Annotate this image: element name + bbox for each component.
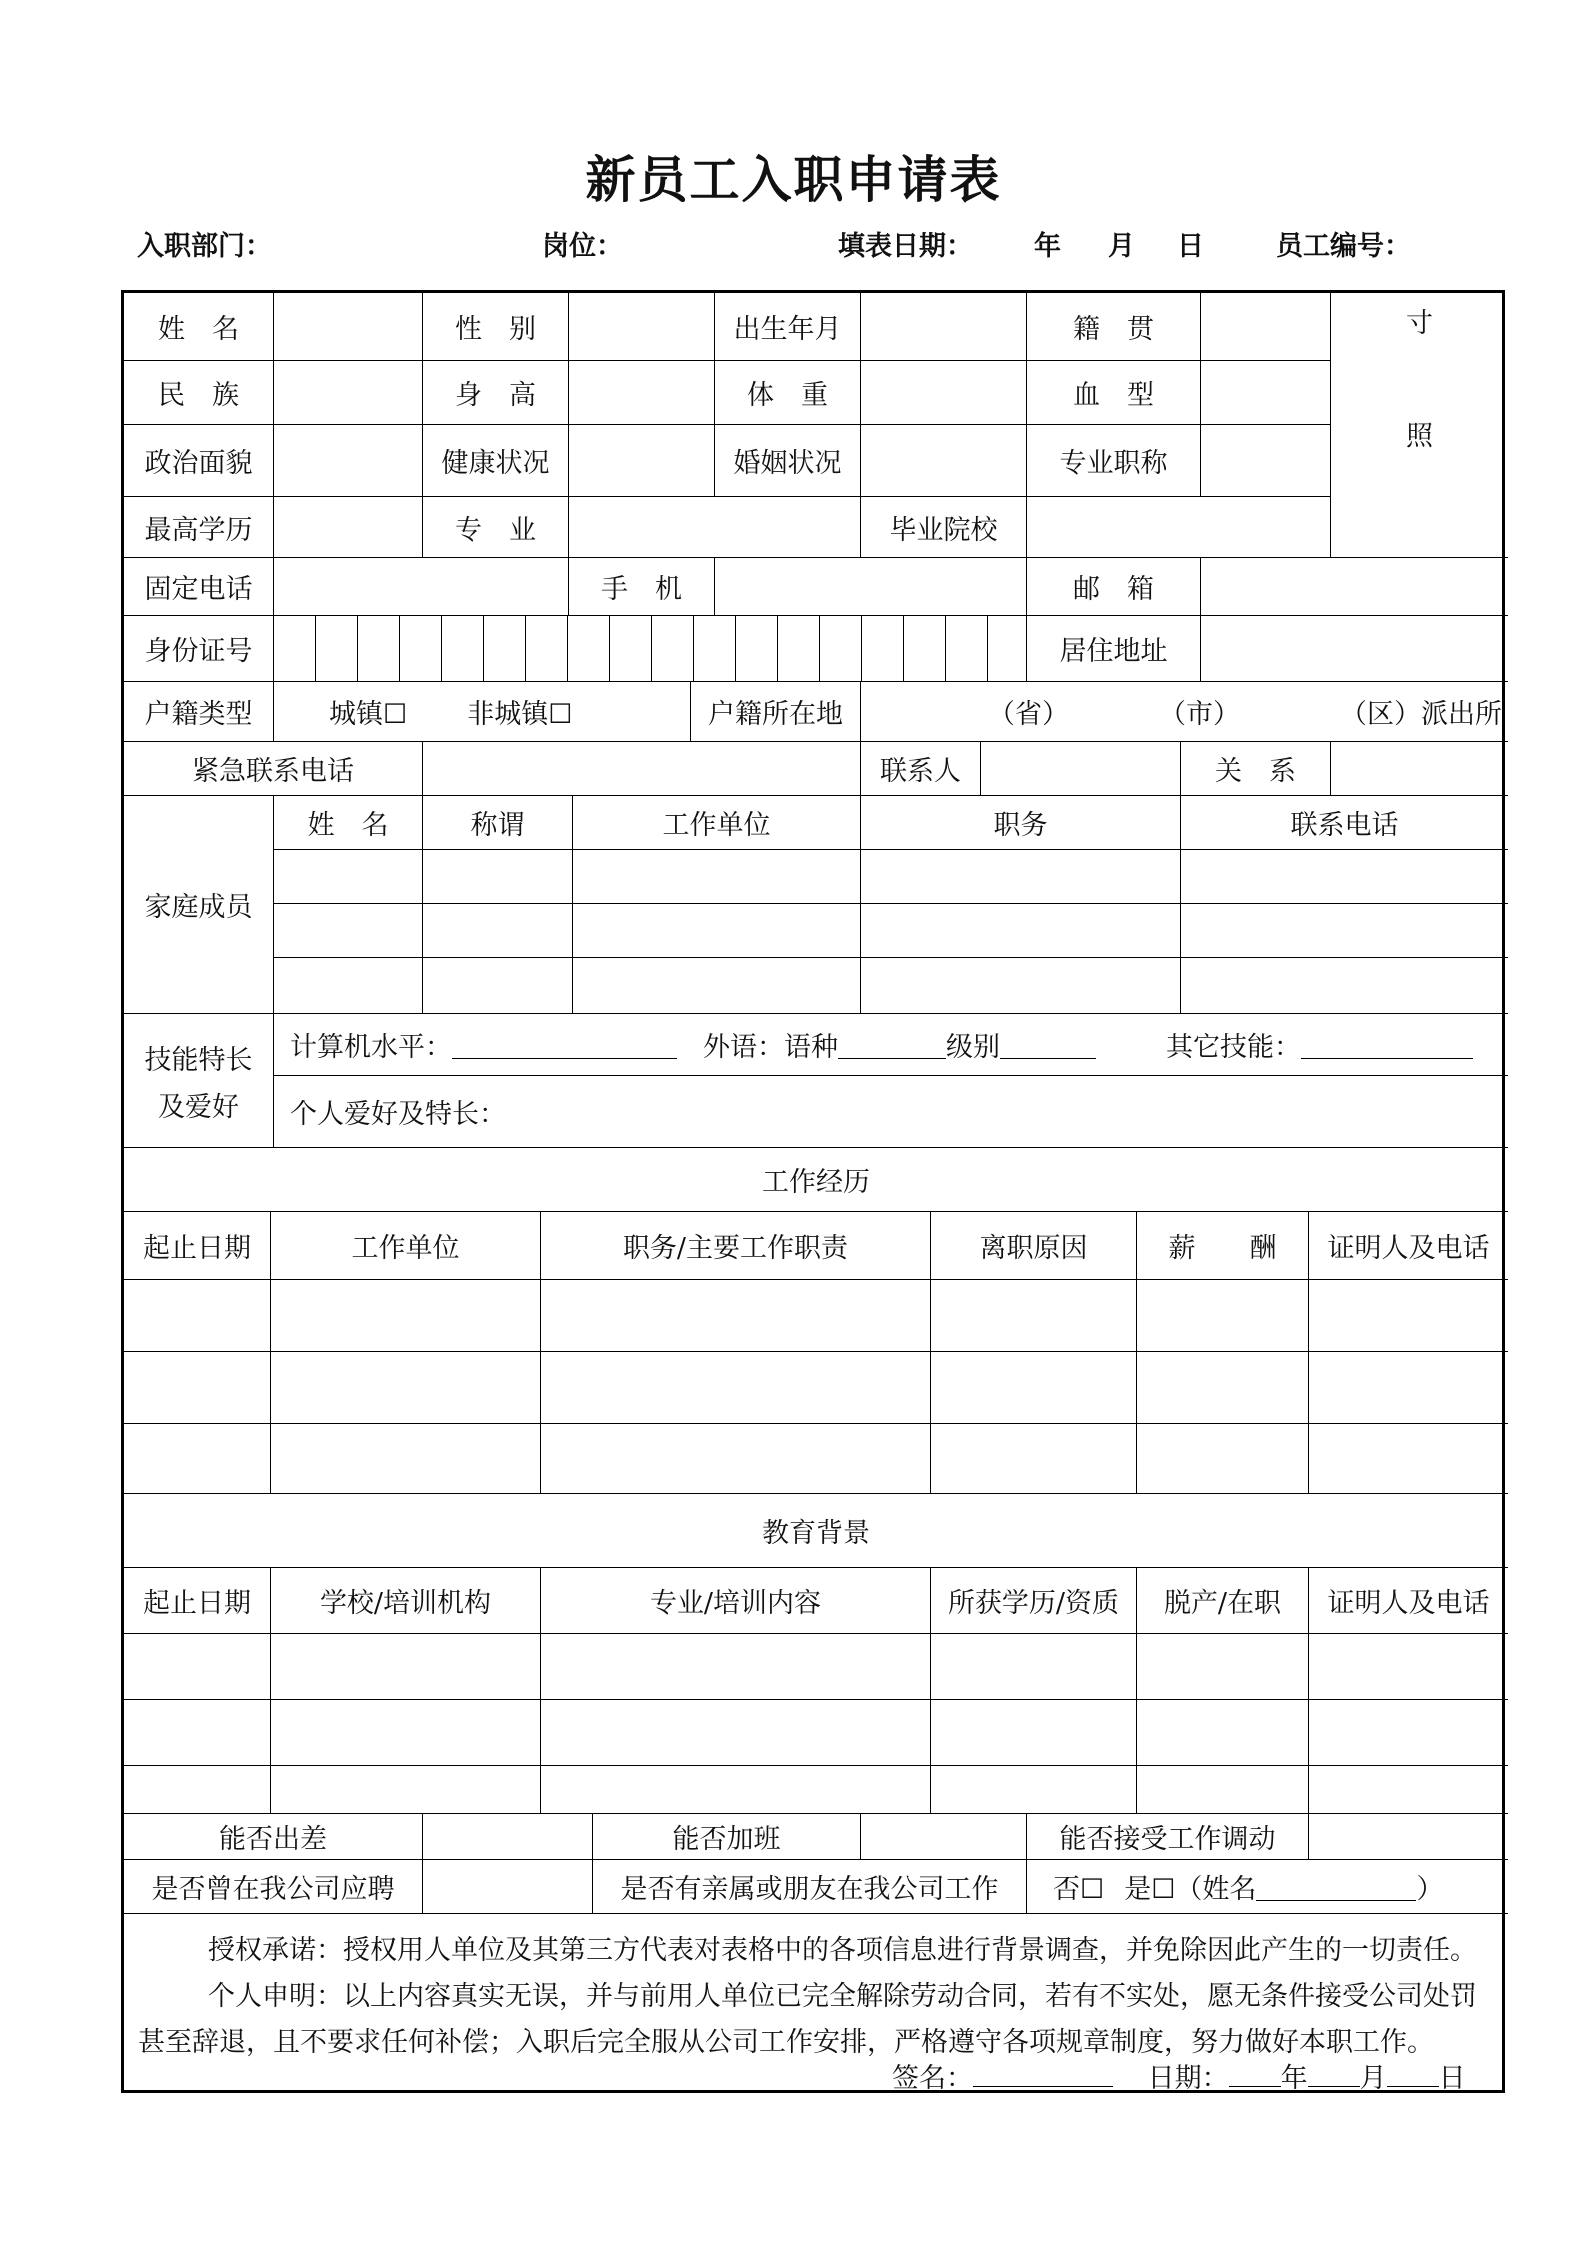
family-cell[interactable] bbox=[1180, 957, 1508, 1013]
work-cell[interactable] bbox=[1136, 1423, 1308, 1493]
label-mobile: 手 机 bbox=[568, 557, 714, 615]
id-digit-box[interactable] bbox=[357, 615, 399, 681]
edu-cell[interactable] bbox=[270, 1699, 540, 1765]
label-skills-line2: 及爱好 bbox=[158, 1091, 239, 1123]
work-cell[interactable] bbox=[124, 1423, 270, 1493]
label-contact: 联系人 bbox=[860, 741, 980, 795]
family-cell[interactable] bbox=[860, 903, 1180, 957]
signature-row bbox=[892, 2056, 1466, 2095]
family-col-phone: 联系电话 bbox=[1180, 795, 1508, 849]
family-cell[interactable] bbox=[422, 849, 572, 903]
label-applied-before: 是否曾在我公司应聘 bbox=[124, 1859, 422, 1913]
edu-cell[interactable] bbox=[1136, 1699, 1308, 1765]
field-weight[interactable] bbox=[860, 360, 1026, 424]
label-family: 家庭成员 bbox=[124, 795, 273, 1013]
label-skills-line1: 技能特长 bbox=[144, 1044, 253, 1076]
edu-col-reference: 证明人及电话 bbox=[1308, 1567, 1508, 1633]
label-title: 专业职称 bbox=[1026, 424, 1200, 496]
label-ethnicity: 民 族 bbox=[124, 360, 273, 424]
family-cell[interactable] bbox=[1180, 903, 1508, 957]
id-digit-box[interactable] bbox=[441, 615, 483, 681]
field-hukou-type bbox=[273, 681, 690, 741]
sign-day: 日 bbox=[1438, 2063, 1466, 2094]
label-overtime: 能否加班 bbox=[592, 1813, 860, 1859]
edu-cell[interactable] bbox=[1136, 1633, 1308, 1699]
photo-label-inch: 寸 bbox=[1406, 308, 1433, 339]
family-cell[interactable] bbox=[273, 849, 422, 903]
edu-cell[interactable] bbox=[540, 1699, 930, 1765]
blank-sign-day[interactable] bbox=[1387, 2058, 1439, 2087]
id-digit-box[interactable] bbox=[273, 615, 315, 681]
label-birth: 出生年月 bbox=[714, 293, 860, 360]
work-cell[interactable] bbox=[540, 1279, 930, 1351]
relatives-close-paren: ） bbox=[1416, 1874, 1444, 1905]
fill-date-label: 填表日期： bbox=[838, 231, 973, 262]
field-relatives bbox=[1026, 1859, 1508, 1913]
hukou-province: （省） bbox=[988, 699, 1069, 730]
label-relation: 关 系 bbox=[1180, 741, 1330, 795]
edu-cell[interactable] bbox=[930, 1765, 1136, 1813]
work-cell[interactable] bbox=[930, 1351, 1136, 1423]
edu-cell[interactable] bbox=[1308, 1633, 1508, 1699]
checkbox-non-urban[interactable]: 非城镇☐ bbox=[467, 699, 573, 730]
family-cell[interactable] bbox=[273, 957, 422, 1013]
work-cell[interactable] bbox=[270, 1279, 540, 1351]
family-cell[interactable] bbox=[860, 957, 1180, 1013]
label-transfer: 能否接受工作调动 bbox=[1026, 1813, 1308, 1859]
label-hukou-place: 户籍所在地 bbox=[690, 681, 860, 741]
field-birth[interactable] bbox=[860, 293, 1026, 360]
field-relation[interactable] bbox=[1330, 741, 1508, 795]
id-digit-box[interactable] bbox=[315, 615, 357, 681]
label-language-level: 级别 bbox=[946, 1032, 1000, 1063]
id-digit-box[interactable] bbox=[777, 615, 819, 681]
work-col-dates: 起止日期 bbox=[124, 1211, 270, 1279]
work-col-reference: 证明人及电话 bbox=[1308, 1211, 1508, 1279]
id-digit-box[interactable] bbox=[609, 615, 651, 681]
family-cell[interactable] bbox=[422, 903, 572, 957]
photo-box[interactable] bbox=[1330, 293, 1508, 557]
field-height[interactable] bbox=[568, 360, 714, 424]
blank-other-skills[interactable] bbox=[1301, 1030, 1473, 1059]
authorization-text: 授权承诺：授权用人单位及其第三方代表对表格中的各项信息进行背景调查，并免除因此产生的一切责任。 bbox=[208, 1935, 1477, 1966]
label-sign-date: 日期： bbox=[1147, 2063, 1229, 2094]
label-skills bbox=[124, 1013, 273, 1147]
edu-cell[interactable] bbox=[930, 1699, 1136, 1765]
field-contact[interactable] bbox=[980, 741, 1180, 795]
edu-col-dates: 起止日期 bbox=[124, 1567, 270, 1633]
employee-no-label: 员工编号： bbox=[1276, 231, 1411, 262]
label-school: 毕业院校 bbox=[860, 496, 1026, 557]
edu-cell[interactable] bbox=[270, 1765, 540, 1813]
id-digit-box[interactable] bbox=[987, 615, 1026, 681]
label-travel: 能否出差 bbox=[124, 1813, 422, 1859]
edu-cell[interactable] bbox=[1308, 1699, 1508, 1765]
work-cell[interactable] bbox=[124, 1351, 270, 1423]
field-travel[interactable] bbox=[422, 1813, 592, 1859]
label-emergency-phone: 紧急联系电话 bbox=[124, 741, 422, 795]
label-id-number: 身份证号 bbox=[124, 615, 273, 681]
blank-computer-level[interactable] bbox=[452, 1030, 677, 1059]
work-cell[interactable] bbox=[1136, 1279, 1308, 1351]
edu-cell[interactable] bbox=[540, 1765, 930, 1813]
work-cell[interactable] bbox=[270, 1351, 540, 1423]
edu-cell[interactable] bbox=[1136, 1765, 1308, 1813]
label-other-skills: 其它技能： bbox=[1166, 1032, 1301, 1063]
hukou-district-station: （区）派出所 bbox=[1340, 699, 1502, 730]
work-cell[interactable] bbox=[1308, 1423, 1508, 1493]
field-major[interactable] bbox=[568, 496, 860, 557]
fill-date-month: 月 bbox=[1108, 231, 1135, 262]
work-col-salary: 薪 酬 bbox=[1136, 1211, 1308, 1279]
family-col-position: 职务 bbox=[860, 795, 1180, 849]
id-digit-box[interactable] bbox=[945, 615, 987, 681]
sign-month: 月 bbox=[1359, 2063, 1387, 2094]
field-ethnicity[interactable] bbox=[273, 360, 422, 424]
family-col-name: 姓 名 bbox=[273, 795, 422, 849]
section-work: 工作经历 bbox=[124, 1147, 1508, 1211]
edu-col-major: 专业/培训内容 bbox=[540, 1567, 930, 1633]
work-col-employer: 工作单位 bbox=[270, 1211, 540, 1279]
field-email[interactable] bbox=[1200, 557, 1508, 615]
declaration-box bbox=[124, 1913, 1508, 2096]
position-label: 岗位： bbox=[542, 231, 623, 262]
field-school[interactable] bbox=[1026, 496, 1330, 557]
family-col-employer: 工作单位 bbox=[572, 795, 860, 849]
family-cell[interactable] bbox=[572, 957, 860, 1013]
edu-col-degree: 所获学历/资质 bbox=[930, 1567, 1136, 1633]
label-native-place: 籍 贯 bbox=[1026, 293, 1200, 360]
edu-cell[interactable] bbox=[270, 1633, 540, 1699]
department-label: 入职部门： bbox=[137, 231, 272, 262]
family-cell[interactable] bbox=[273, 903, 422, 957]
field-education[interactable] bbox=[273, 496, 422, 557]
checkbox-urban[interactable]: 城镇☐ bbox=[329, 699, 408, 730]
field-overtime[interactable] bbox=[860, 1813, 1026, 1859]
label-computer-level: 计算机水平： bbox=[290, 1032, 452, 1063]
label-marital: 婚姻状况 bbox=[714, 424, 860, 496]
blank-language[interactable] bbox=[838, 1030, 946, 1059]
field-hukou-place[interactable] bbox=[860, 681, 1508, 741]
edu-col-school: 学校/培训机构 bbox=[270, 1567, 540, 1633]
id-digit-box[interactable] bbox=[525, 615, 567, 681]
hobby-row[interactable] bbox=[273, 1075, 1508, 1147]
id-digit-box[interactable] bbox=[693, 615, 735, 681]
id-digit-box[interactable] bbox=[819, 615, 861, 681]
section-education: 教育背景 bbox=[124, 1493, 1508, 1567]
label-education: 最高学历 bbox=[124, 496, 273, 557]
label-foreign-language: 外语：语种 bbox=[703, 1032, 838, 1063]
label-address: 居住地址 bbox=[1026, 615, 1200, 681]
label-health: 健康状况 bbox=[422, 424, 568, 496]
label-email: 邮 箱 bbox=[1026, 557, 1200, 615]
field-title[interactable] bbox=[1200, 424, 1330, 496]
label-weight: 体 重 bbox=[714, 360, 860, 424]
family-col-title: 称谓 bbox=[422, 795, 572, 849]
work-col-reason: 离职原因 bbox=[930, 1211, 1136, 1279]
edu-col-mode: 脱产/在职 bbox=[1136, 1567, 1308, 1633]
edu-cell[interactable] bbox=[124, 1699, 270, 1765]
work-cell[interactable] bbox=[1308, 1351, 1508, 1423]
work-cell[interactable] bbox=[540, 1423, 930, 1493]
field-emergency-phone[interactable] bbox=[422, 741, 860, 795]
id-digit-box[interactable] bbox=[399, 615, 441, 681]
work-cell[interactable] bbox=[540, 1351, 930, 1423]
checkbox-no[interactable]: 否☐ bbox=[1053, 1874, 1105, 1905]
blank-language-level[interactable] bbox=[1000, 1030, 1096, 1059]
application-form bbox=[121, 290, 1505, 2093]
label-major: 专 业 bbox=[422, 496, 568, 557]
fill-date-year: 年 bbox=[1034, 231, 1061, 262]
label-hukou-type: 户籍类型 bbox=[124, 681, 273, 741]
family-cell[interactable] bbox=[572, 903, 860, 957]
field-transfer[interactable] bbox=[1308, 1813, 1508, 1859]
hukou-city: （市） bbox=[1159, 699, 1240, 730]
field-applied-before[interactable] bbox=[422, 1859, 592, 1913]
work-cell[interactable] bbox=[124, 1279, 270, 1351]
id-digit-box[interactable] bbox=[651, 615, 693, 681]
work-cell[interactable] bbox=[930, 1423, 1136, 1493]
blank-relative-name[interactable] bbox=[1256, 1872, 1416, 1901]
statement-text: 个人申明：以上内容真实无误，并与前用人单位已完全解除劳动合同，若有不实处，愿无条件接受公司处罚甚至辞退，且不要求任何补偿；入职后完全服从公司工作安排，严格遵守各项规章制度，努力做好本职工作。 bbox=[138, 1981, 1477, 2058]
edu-cell[interactable] bbox=[124, 1765, 270, 1813]
fill-date-day: 日 bbox=[1177, 231, 1204, 262]
label-relatives: 是否有亲属或朋友在我公司工作 bbox=[592, 1859, 1026, 1913]
work-cell[interactable] bbox=[1308, 1279, 1508, 1351]
label-political: 政治面貌 bbox=[124, 424, 273, 496]
field-landline[interactable] bbox=[273, 557, 568, 615]
edu-cell[interactable] bbox=[540, 1633, 930, 1699]
field-native-place[interactable] bbox=[1200, 293, 1330, 360]
label-height: 身 高 bbox=[422, 360, 568, 424]
field-name[interactable] bbox=[273, 293, 422, 360]
work-cell[interactable] bbox=[1136, 1351, 1308, 1423]
blank-sign-year[interactable] bbox=[1229, 2058, 1281, 2087]
family-cell[interactable] bbox=[1180, 849, 1508, 903]
id-digit-box[interactable] bbox=[903, 615, 945, 681]
id-digit-box[interactable] bbox=[861, 615, 903, 681]
id-digit-box[interactable] bbox=[735, 615, 777, 681]
work-col-duties: 职务/主要工作职责 bbox=[540, 1211, 930, 1279]
family-cell[interactable] bbox=[422, 957, 572, 1013]
field-mobile[interactable] bbox=[714, 557, 1026, 615]
edu-cell[interactable] bbox=[124, 1633, 270, 1699]
work-cell[interactable] bbox=[930, 1279, 1136, 1351]
label-landline: 固定电话 bbox=[124, 557, 273, 615]
label-hobby: 个人爱好及特长： bbox=[290, 1099, 506, 1130]
edu-cell[interactable] bbox=[930, 1633, 1136, 1699]
family-cell[interactable] bbox=[860, 849, 1180, 903]
field-health[interactable] bbox=[568, 424, 714, 496]
field-blood-type[interactable] bbox=[1200, 360, 1330, 424]
label-signature: 签名： bbox=[892, 2063, 973, 2094]
field-address[interactable] bbox=[1200, 615, 1508, 681]
edu-cell[interactable] bbox=[1308, 1765, 1508, 1813]
field-gender[interactable] bbox=[568, 293, 714, 360]
blank-sign-month[interactable] bbox=[1308, 2058, 1360, 2087]
blank-signature[interactable] bbox=[973, 2058, 1113, 2087]
skills-row bbox=[273, 1013, 1508, 1075]
label-blood-type: 血 型 bbox=[1026, 360, 1200, 424]
label-gender: 性 别 bbox=[422, 293, 568, 360]
id-digit-box[interactable] bbox=[567, 615, 609, 681]
id-digit-box[interactable] bbox=[483, 615, 525, 681]
field-marital[interactable] bbox=[860, 424, 1026, 496]
photo-label-photo: 照 bbox=[1406, 421, 1433, 452]
work-cell[interactable] bbox=[270, 1423, 540, 1493]
form-title: 新员工入职申请表 bbox=[585, 151, 1002, 209]
sign-year: 年 bbox=[1280, 2063, 1308, 2094]
family-cell[interactable] bbox=[572, 849, 860, 903]
checkbox-yes[interactable]: 是☐（姓名 bbox=[1124, 1874, 1257, 1905]
label-name: 姓 名 bbox=[158, 314, 239, 345]
field-political[interactable] bbox=[273, 424, 422, 496]
